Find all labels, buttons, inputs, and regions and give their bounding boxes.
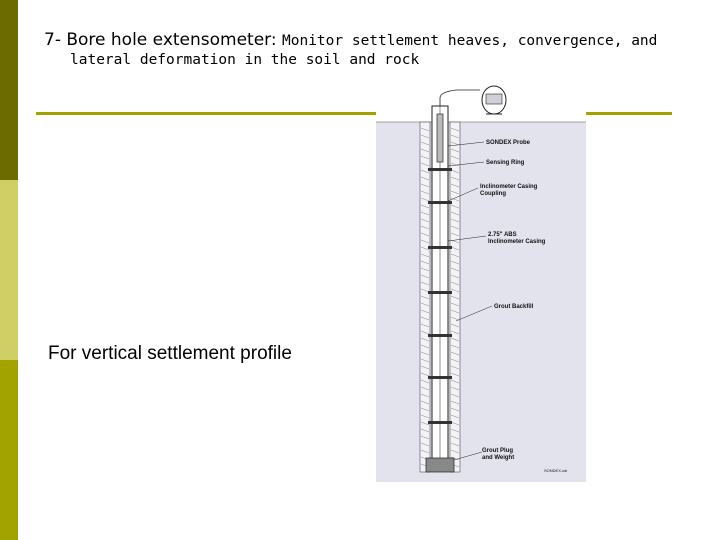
- label-coupling-2: Coupling: [480, 191, 506, 197]
- borehole-hatch-left: [420, 122, 430, 472]
- title-rest: Monitor settlement heaves, convergence, and: [282, 33, 658, 49]
- title-rule-right: [586, 112, 672, 115]
- label-plug-1: Grout Plug: [482, 448, 513, 454]
- label-casing-1: 2.75" ABS: [488, 232, 517, 238]
- title-rule-left: [36, 112, 376, 115]
- sensing-ring: [428, 201, 452, 204]
- title-line-2: lateral deformation in the soil and rock: [70, 52, 420, 68]
- sensing-ring: [428, 421, 452, 424]
- sidebar-band-bottom: [0, 360, 18, 540]
- sondex-probe: [437, 114, 443, 162]
- label-credit: SONDEX.cdr: [544, 468, 568, 473]
- sensing-ring: [428, 376, 452, 379]
- sensing-ring: [428, 246, 452, 249]
- sensing-ring: [428, 334, 452, 337]
- sensing-ring: [428, 291, 452, 294]
- label-casing-2: Inclinometer Casing: [488, 239, 546, 245]
- sidebar-accent: [0, 0, 18, 540]
- slide-title: [44, 30, 704, 68]
- readout-unit: [482, 86, 506, 114]
- borehole-extensometer-diagram: [376, 76, 586, 482]
- label-plug-2: and Weight: [482, 455, 515, 461]
- label-probe: SONDEX Probe: [486, 140, 531, 146]
- caption-text: For vertical settlement profile: [48, 343, 292, 364]
- sensing-ring: [428, 168, 452, 171]
- grout-plug: [426, 458, 454, 472]
- title-main: 7- Bore hole extensometer:: [44, 30, 282, 50]
- label-ring: Sensing Ring: [486, 160, 525, 166]
- label-grout: Grout Backfill: [494, 304, 534, 310]
- ground-fill: [376, 122, 586, 482]
- borehole-hatch-right: [450, 122, 460, 472]
- sidebar-band-top: [0, 0, 18, 180]
- sidebar-band-middle: [0, 180, 18, 360]
- label-coupling-1: Inclinometer Casing: [480, 184, 538, 190]
